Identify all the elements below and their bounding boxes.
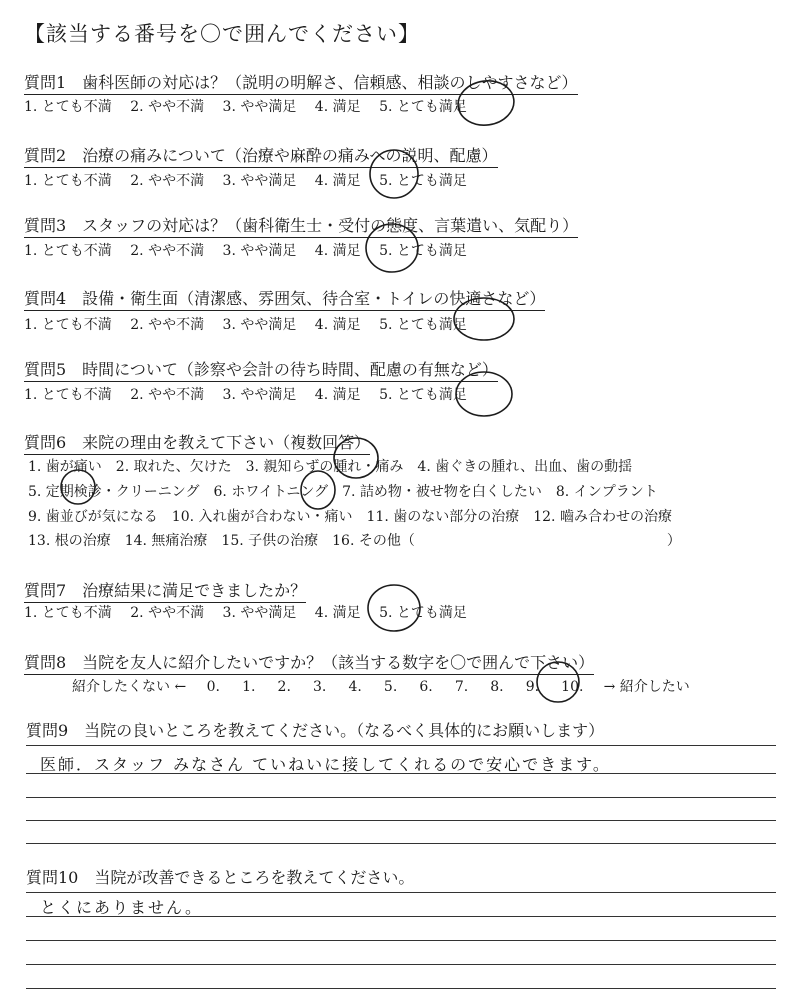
question-3-options xyxy=(24,240,481,260)
q9-line-3 xyxy=(26,797,776,798)
question-1 xyxy=(24,70,578,95)
q8-scale xyxy=(72,676,690,696)
q3-option-1[interactable]: 1. とても不満 xyxy=(24,243,112,259)
q7-option-4[interactable]: 4. 満足 xyxy=(314,605,361,621)
q2-option-2[interactable]: 2. やや不満 xyxy=(130,173,205,189)
q5-option-4[interactable]: 4. 満足 xyxy=(314,387,361,403)
question-3 xyxy=(24,213,578,238)
q4-option-5[interactable]: 5. とても満足 xyxy=(379,317,467,333)
q4-option-3[interactable]: 3. やや満足 xyxy=(222,317,297,333)
question-6 xyxy=(24,430,370,455)
q7-option-1[interactable]: 1. とても不満 xyxy=(24,605,112,621)
q2-option-3[interactable]: 3. やや満足 xyxy=(222,173,297,189)
q8-scale-3[interactable]: 3. xyxy=(313,679,327,695)
q9-line-5 xyxy=(26,843,776,844)
question-1-options xyxy=(24,96,481,116)
question-10-label: 質問10 当院が改善できるところを教えてください。 xyxy=(26,868,415,887)
q5-option-2[interactable]: 2. やや不満 xyxy=(130,387,205,403)
q10-line-3 xyxy=(26,940,776,941)
q10-line-2 xyxy=(26,916,776,917)
q2-option-1[interactable]: 1. とても不満 xyxy=(24,173,112,189)
question-9 xyxy=(26,718,604,741)
q9-line-4 xyxy=(26,820,776,821)
q1-option-2[interactable]: 2. やや不満 xyxy=(130,99,205,115)
question-4 xyxy=(24,286,545,311)
q4-option-4[interactable]: 4. 満足 xyxy=(314,317,361,333)
q2-option-5[interactable]: 5. とても満足 xyxy=(379,173,467,189)
page-title: 【該当する番号を〇で囲んでください】 xyxy=(24,22,420,46)
question-2-options xyxy=(24,170,481,190)
question-1-label: 質問1 歯科医師の対応は？（説明の明解さ、信頼感、相談のしやすさなど） xyxy=(24,70,578,95)
q8-scale-6[interactable]: 6. xyxy=(419,679,433,695)
question-8 xyxy=(24,650,594,675)
q1-option-3[interactable]: 3. やや満足 xyxy=(222,99,297,115)
q2-option-4[interactable]: 4. 満足 xyxy=(314,173,361,189)
question-7-options xyxy=(24,602,481,622)
q6-row-3[interactable]: 9. 歯並びが気になる 10. 入れ歯が合わない・痛い 11. 歯のない部分の治療 12. 嚙み合わせの治療 xyxy=(28,509,672,525)
q1-option-1[interactable]: 1. とても不満 xyxy=(24,99,112,115)
q9-handwritten-answer[interactable]: 医師．スタッフ みなさん ていねいに接してくれるので安心できます。 xyxy=(40,755,611,774)
q9-line-1 xyxy=(26,745,776,746)
question-7 xyxy=(24,578,306,603)
q10-line-1 xyxy=(26,892,776,893)
question-9-label: 質問9 当院の良いところを教えてください。（なるべく具体的にお願いします） xyxy=(26,721,605,740)
question-5-label: 質問5 時間について（診察や会計の待ち時間、配慮の有無など） xyxy=(24,357,498,382)
question-3-label: 質問3 スタッフの対応は？（歯科衛生士・受付の態度、言葉遣い、気配り） xyxy=(24,213,578,238)
question-2-label: 質問2 治療の痛みについて（治療や麻酔の痛みへの説明、配慮） xyxy=(24,143,498,168)
q5-option-1[interactable]: 1. とても不満 xyxy=(24,387,112,403)
q10-line-4 xyxy=(26,964,776,965)
question-4-label: 質問4 設備・衛生面（清潔感、雰囲気、待合室・トイレの快適さなど） xyxy=(24,286,545,311)
q6-row-4[interactable]: 13. 根の治療 14. 無痛治療 15. 子供の治療 16. その他（ ） xyxy=(28,533,681,549)
q7-option-3[interactable]: 3. やや満足 xyxy=(222,605,297,621)
question-4-options xyxy=(24,314,481,334)
q9-line-2 xyxy=(26,773,776,774)
question-8-label: 質問8 当院を友人に紹介したいですか？（該当する数字を〇で囲んで下さい） xyxy=(24,650,594,675)
q7-option-2[interactable]: 2. やや不満 xyxy=(130,605,205,621)
q10-line-5 xyxy=(26,988,776,989)
q6-row-2[interactable]: 5. 定期検診・クリーニング 6. ホワイトニング 7. 詰め物・被せ物を白くしたい 8. インプラント xyxy=(28,484,658,500)
q3-option-3[interactable]: 3. やや満足 xyxy=(222,243,297,259)
question-2 xyxy=(24,143,498,168)
q3-option-4[interactable]: 4. 満足 xyxy=(314,243,361,259)
q8-left-label: 紹介したくない ← xyxy=(72,679,187,695)
q8-scale-8[interactable]: 8. xyxy=(490,679,504,695)
q10-handwritten-answer[interactable]: とくにありません。 xyxy=(40,898,203,917)
question-7-label: 質問7 治療結果に満足できましたか？ xyxy=(24,578,306,603)
q3-option-5[interactable]: 5. とても満足 xyxy=(379,243,467,259)
q5-option-5[interactable]: 5. とても満足 xyxy=(379,387,467,403)
q4-option-1[interactable]: 1. とても不満 xyxy=(24,317,112,333)
question-6-label: 質問6 来院の理由を教えて下さい（複数回答） xyxy=(24,430,370,455)
q8-scale-10[interactable]: 10. xyxy=(561,679,584,695)
q8-scale-0[interactable]: 0. xyxy=(206,679,220,695)
question-10 xyxy=(26,865,414,888)
q8-scale-1[interactable]: 1. xyxy=(242,679,256,695)
question-5-options xyxy=(24,384,481,404)
q6-row-1[interactable]: 1. 歯が痛い 2. 取れた、欠けた 3. 親知らずの腫れ・痛み 4. 歯ぐきの腫れ、出血、歯の動揺 xyxy=(28,459,633,475)
q5-option-3[interactable]: 3. やや満足 xyxy=(222,387,297,403)
q8-scale-2[interactable]: 2. xyxy=(277,679,291,695)
q8-scale-7[interactable]: 7. xyxy=(454,679,469,695)
q4-option-2[interactable]: 2. やや不満 xyxy=(130,317,205,333)
q8-scale-9[interactable]: 9. xyxy=(525,679,540,695)
question-5 xyxy=(24,357,498,382)
q8-scale-4[interactable]: 4. xyxy=(348,679,362,695)
q7-option-5[interactable]: 5. とても満足 xyxy=(379,605,467,621)
q1-option-4[interactable]: 4. 満足 xyxy=(314,99,361,115)
q3-option-2[interactable]: 2. やや不満 xyxy=(130,243,205,259)
q1-option-5[interactable]: 5. とても満足 xyxy=(379,99,467,115)
q8-scale-5[interactable]: 5. xyxy=(383,679,398,695)
q8-right-label: → 紹介したい xyxy=(603,679,690,695)
